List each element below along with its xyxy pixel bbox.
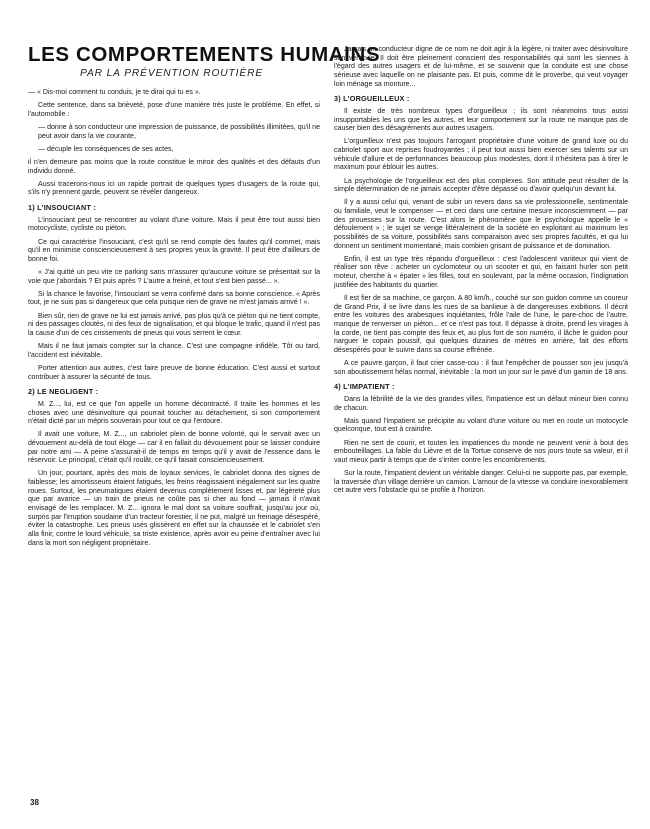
paragraph: M. Z..., lui, est ce que l'on appelle un homme décontracté. Il traite les hommes et les choses avec une désinvolture qui pourrait toucher au détachement, si son comportement n'était dicté par un mépris souverain pour tout ce qui l'entoure. [28,400,320,426]
paragraph: Il existe de très nombreux types d'orgueilleux ; ils sont néanmoins tous aussi insupportables les uns que les autres, et leur comportement sur la route ne manque pas de causer bien des désagréments aux autres usagers. [334,107,628,133]
paragraph: Il est fier de sa machine, ce garçon. A 80 km/h., couché sur son guidon comme un coureur de Grand Prix, il se livre dans les rues de sa banlieue à de dangereuses exibitions. Il décrit entre les voitures des arabesques inquiétantes, frôle l'aile de l'une, le pare-choc de l'autre, manque de renverser un piéton... et ce n'est pas tout. Il dépasse à droite, prend les virages à la corde, ne tient pas compte des feux et, au plus fort de son numéro, il lâche le guidon pour narguer le copain poussif, qui quelques dizaines de mètres en arrière, fait des efforts désespérés pour le suivre dans sa course effrénée. [334,294,628,354]
paragraph: Ce qui caractérise l'insouciant, c'est qu'il se rend compte des fautes qu'il commet, mais qu'il en minimise consciencieusement à ses propres yeux la gravité. Il peut être d'ailleurs de bonne foi. [28,238,320,263]
paragraph: Mais quand l'impatient se précipite au volant d'une voiture ou met en route un motocycle quelconque, tout est à craindre. [334,417,628,434]
paragraph: L'orgueilleux n'est pas toujours l'arrogant propriétaire d'une voiture de grand luxe ou du cabriolet sport aux reprises foudroyantes ; il peut tout aussi bien exercer ses talents sur un véhicule d'allure et de performances beaucoup plus modestes, dont il n'hésitera pas à tirer le maximum pour éblouir les autres. [334,138,628,172]
paragraph: « J'ai quitté un peu vite ce parking sans m'assurer qu'aucune voiture se présentait sur la voie que j'abordais ? Et puis après ? L'autre a freiné, et tout s'est bien passé... ». [28,269,320,285]
article-title: LES COMPORTEMENTS HUMAINS [28,43,381,66]
paragraph: Enfin, il est un type très répandu d'orgueilleux : c'est l'adolescent vaniteux qui vient de réaliser son rêve : acheter un cyclomoteur ou un scooter et qui, en faisant hurler son petit moteur, cherche à « épater » les filles, tout en soulevant, par la même occasion, l'indignation justifiée des habitants du quartier. [334,255,628,289]
right-column [334,46,628,501]
paragraph: Mais il ne faut jamais compter sur la chance. C'est une compagne infidèle. Tôt ou tard, l'accident est inévitable. [28,343,320,359]
article-subtitle: PAR LA PRÉVENTION ROUTIÈRE [80,68,264,79]
paragraph: L'insouciant peut se rencontrer au volant d'une voiture. Mais il peut être tout aussi bien motocycliste, cycliste ou piéton. [28,216,320,233]
page-number: 38 [30,798,39,807]
section-heading: 2) LE NEGLIGENT : [28,387,99,397]
paragraph: Un jour, pourtant, après des mois de loyaux services, le cabriolet donna des signes de faiblesse; les amortisseurs étaient fatigués, les freins réagissaient inégalement sur les quatre roues. Surtout, les pneumatiques étaient devenus complètement lisses et, par légèreté plus que par avarice — un train de pneus ne coûte pas si cher au fond — jamais il n'avait envisagé de les remplacer. M. Z... ignora le mal dont sa voiture souffrait, jusqu'au jour où, surpris par l'irruption soudaine d'un tracteur forestier, il ne put, malgré un freinage désespéré, éviter la catastrophe. Les pneus usés glissèrent en effet sur la chaussée et le cabriolet s'en alla finir, contre le lourd véhicule, sa triste existence, après avoir eu peine d'entraîner avec lui dans la mort son négligent propriétaire. [28,470,320,547]
section-heading: 3) L'ORGUEILLEUX : [334,94,410,104]
paragraph: La psychologie de l'orgueilleux est des plus complexes. Son attitude peut résulter de la simple détermination de ne jamais accepter d'être dépassé ou d'avoir quelqu'un devant lui. [334,177,628,194]
paragraph: — décuple les conséquences de ses actes, [38,145,174,153]
section-heading: 4) L'IMPATIENT : [334,382,395,392]
paragraph: Il y a aussi celui qui, venant de subir un revers dans sa vie professionnelle, sentimentale ou familiale, veut le compenser — et ceci dans une certaine mesure inconsciemment — par des prouesses sur la route. C'est alors le phénomène que le psychologue appelle le « défoulement » ; le sujet se venge littéralement de la société en exploitant au maximum les possibilités de sa voiture, possibilités sans comparaison avec ses propres facultés, et qui lui donnent un sentiment momentané, mais combien grisant de puissance et de domination. [334,199,628,250]
paragraph: — donne à son conducteur une impression de puissance, de possibilités illimitées, qu'il ne peut avoir dans la vie courante, [38,123,320,140]
paragraph: Porter attention aux autres, c'est faire preuve de bonne éducation. C'est aussi et surtout contribuer à assurer la sécurité de tous. [28,364,320,381]
paragraph: — « Dis-moi comment tu conduis, je te dirai qui tu es ». [28,89,201,96]
paragraph: Il avait une voiture, M. Z..., un cabriolet plein de bonne volonté, qui le servait avec un dévouement au-delà de tout éloge — car il en fallait du dévouement pour se laisser conduire par notre ami — A peine s'assurait-il de temps en temps qu'il y avait de l'essence dans le réservoir. Le principal, c'était qu'il roulât, ce qu'il faisait consciencieusement. [28,431,320,465]
paragraph: Jamais un conducteur digne de ce nom ne doit agir à la légère, ni traiter avec désinvolture son véhicule. Il doit être pleinement conscient des responsabilités qui sont les siennes à l'égard des autres usagers et de lui-même, et se souvenir que la conduite est une chose sérieuse avec laquelle on ne plaisante pas. Et puis, comme dit le proverbe, qui veut voyager loin ménage sa monture... [334,46,628,88]
paragraph: Dans la fébrilité de la vie des grandes villes, l'impatience est un défaut mineur bien connu de chacun. [334,395,628,412]
paragraph: Sur la route, l'impatient devient un véritable danger. Celui-ci ne supporte pas, par exemple, la traversée d'un village derrière un camion. L'amour de la vitesse va conduire inexorablement cet autre vers l'obstacle qui se profile à l'horizon. [334,470,628,495]
paragraph: il n'en demeure pas moins que la route constitue le miroir des qualités et des défauts d'un individu donné. [28,158,320,175]
paragraph: A ce pauvre garçon, il faut crier casse-cou : il faut l'empêcher de pousser son jeu jusqu'à son aboutissement hélas normal, inévitable : la mort un jour sur le pavé d'un gamin de 18 ans. [334,360,628,376]
paragraph: Cette sentence, dans sa brièveté, pose d'une manière très juste le problème. En effet, si l'automobile : [28,102,320,118]
paragraph: Rien ne sert de courir, et toutes les impatiences du monde ne peuvent venir à bout des embouteillages. La fable du Lièvre et de la Tortue conserve de nos jours toute sa valeur, et il vaut mieux partir à temps que de s'irriter contre les encombrements. [334,439,628,464]
paragraph: Aussi tracerons-nous ici un rapide portrait de quelques types d'usagers de la route qui, s'ils n'y prennent garde, peuvent se révéler dangereux. [28,180,320,197]
paragraph: Si la chance le favorise, l'insouciant se verra confirmé dans sa bonne conscience. « Après tout, je ne suis pas si dangereux que cela puisque rien de grave ne m'est jamais arrivé ! ». [28,290,320,307]
paragraph: Bien sûr, rien de grave ne lui est jamais arrivé, pas plus qu'à ce piéton qui ne tient compte, ni des passages cloutés, ni des feux de signalisation, et qui bloque le trafic, quand il n'est pas la cause d'un de ces crissements de pneus qui vous serrent le cœur. [28,312,320,337]
section-heading: 1) L'INSOUCIANT : [28,203,96,213]
